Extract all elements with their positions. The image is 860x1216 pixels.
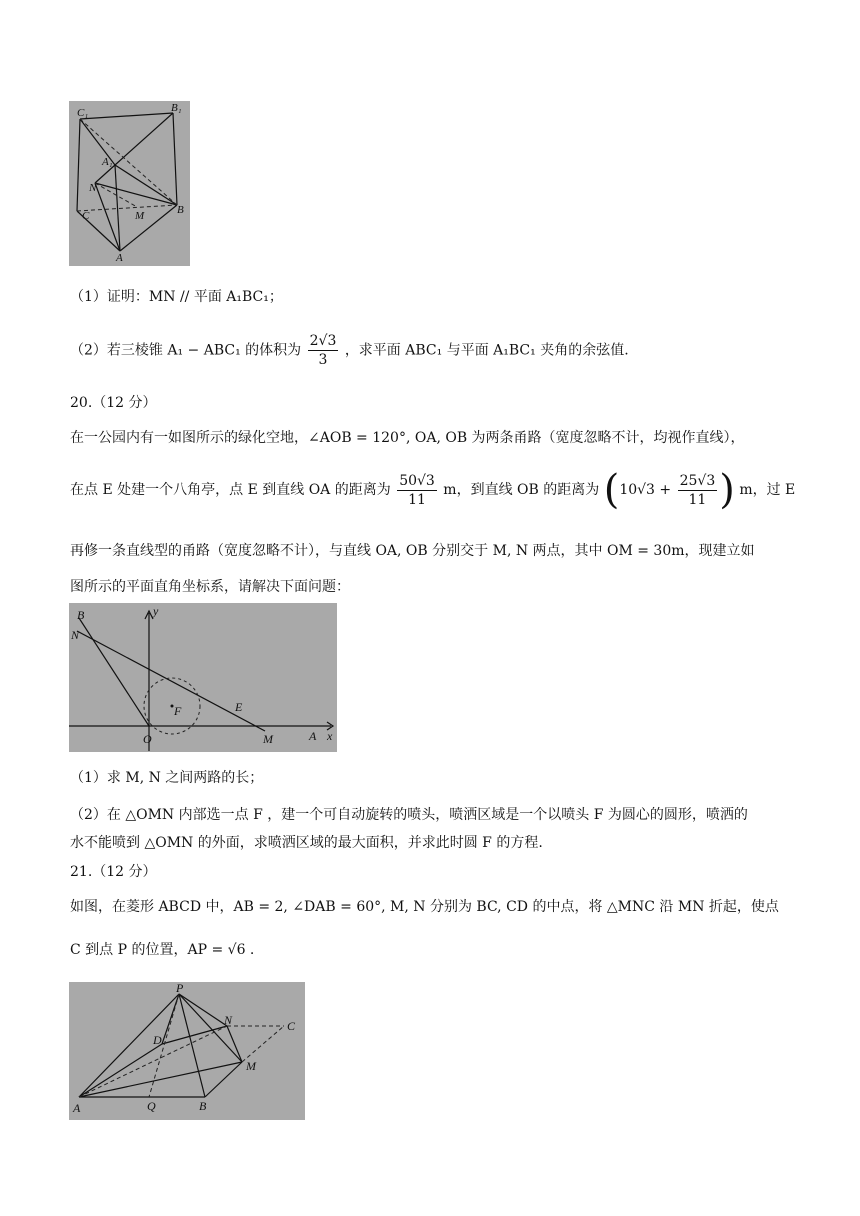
coordinate-figure — [69, 603, 337, 752]
label-b: B — [177, 204, 184, 216]
q20-part2-line2: 水不能喷到 △OMN 的外面，求喷洒区域的最大面积，并求此时圆 F 的方程. — [70, 835, 543, 851]
q20-line4: 图所示的平面直角坐标系，请解决下面问题： — [70, 579, 350, 595]
label-f: F — [174, 704, 182, 718]
q20-line2: 在点 E 处建一个八角亭，点 E 到直线 OA 的距离为 $\frac{50√3}{11}$ m，到直线 OB 的距离为 (10√3 + $\frac{25√3}{11}$ ) m，过 E — [70, 467, 796, 513]
q20-line1: 在一公园内有一如图所示的绿化空地，∠AOB = 120°, OA, OB 为两条甬路（宽度忽略不计，均视作直线）， — [70, 430, 745, 446]
q20-header: 20.（12 分） — [70, 395, 157, 411]
label-q: Q — [147, 1099, 156, 1113]
q21-header: 21.（12 分） — [70, 864, 157, 880]
label-p: P — [176, 982, 184, 995]
q19-part2: （2）若三棱锥 A₁ − ABC₁ 的体积为 $\frac{2√3}{3}$ ，求平面 ABC₁ 与平面 A₁BC₁ 夹角的余弦值. — [70, 333, 629, 368]
label-b: B — [199, 1099, 207, 1113]
label-a: A — [73, 1101, 81, 1115]
prism-figure — [69, 101, 190, 266]
distance-fraction-ob: $\frac{25√3}{11}$ — [679, 472, 716, 508]
label-d: D — [153, 1033, 162, 1047]
q20-part2-line1: （2）在 △OMN 内部选一点 F ，建一个可自动旋转的喷头，喷洒区域是一个以喷头 F 为圆心的圆形，喷洒的 — [70, 807, 748, 823]
q21-line2: C 到点 P 的位置，AP = √6 . — [70, 942, 255, 958]
label-m: M — [246, 1059, 256, 1073]
q19-part1: （1）证明：MN // 平面 A₁BC₁； — [70, 289, 283, 305]
q21-line1: 如图，在菱形 ABCD 中，AB = 2, ∠DAB = 60°, M, N 分别为 BC, CD 的中点，将 △MNC 沿 MN 折起，使点 — [70, 899, 779, 915]
label-e: E — [235, 700, 243, 714]
pyramid-figure — [69, 982, 305, 1120]
label-c: C — [82, 210, 90, 222]
label-b1: B₁ — [171, 102, 182, 114]
label-x: x — [327, 729, 333, 743]
label-o: O — [143, 732, 152, 746]
volume-fraction: $\frac{2√3}{3}$ — [309, 333, 337, 368]
q20-line3: 再修一条直线型的甬路（宽度忽略不计），与直线 OA, OB 分别交于 M, N 两点，其中 OM = 30m，现建立如 — [70, 543, 755, 559]
label-a: A — [116, 252, 123, 264]
label-b: B — [77, 608, 85, 622]
label-y: y — [153, 604, 159, 618]
label-n: N — [224, 1013, 233, 1027]
q20-part1: （1）求 M, N 之间两路的长； — [70, 770, 264, 786]
label-a: A — [309, 729, 317, 743]
label-m: M — [263, 732, 273, 746]
label-n: N — [89, 182, 97, 194]
label-c: C — [287, 1019, 296, 1033]
label-n: N — [71, 628, 80, 642]
distance-fraction-oa: $\frac{50√3}{11}$ — [399, 472, 435, 508]
label-c1: C₁ — [77, 107, 89, 119]
label-a1: A₁ — [102, 156, 113, 168]
label-m: M — [135, 210, 145, 222]
